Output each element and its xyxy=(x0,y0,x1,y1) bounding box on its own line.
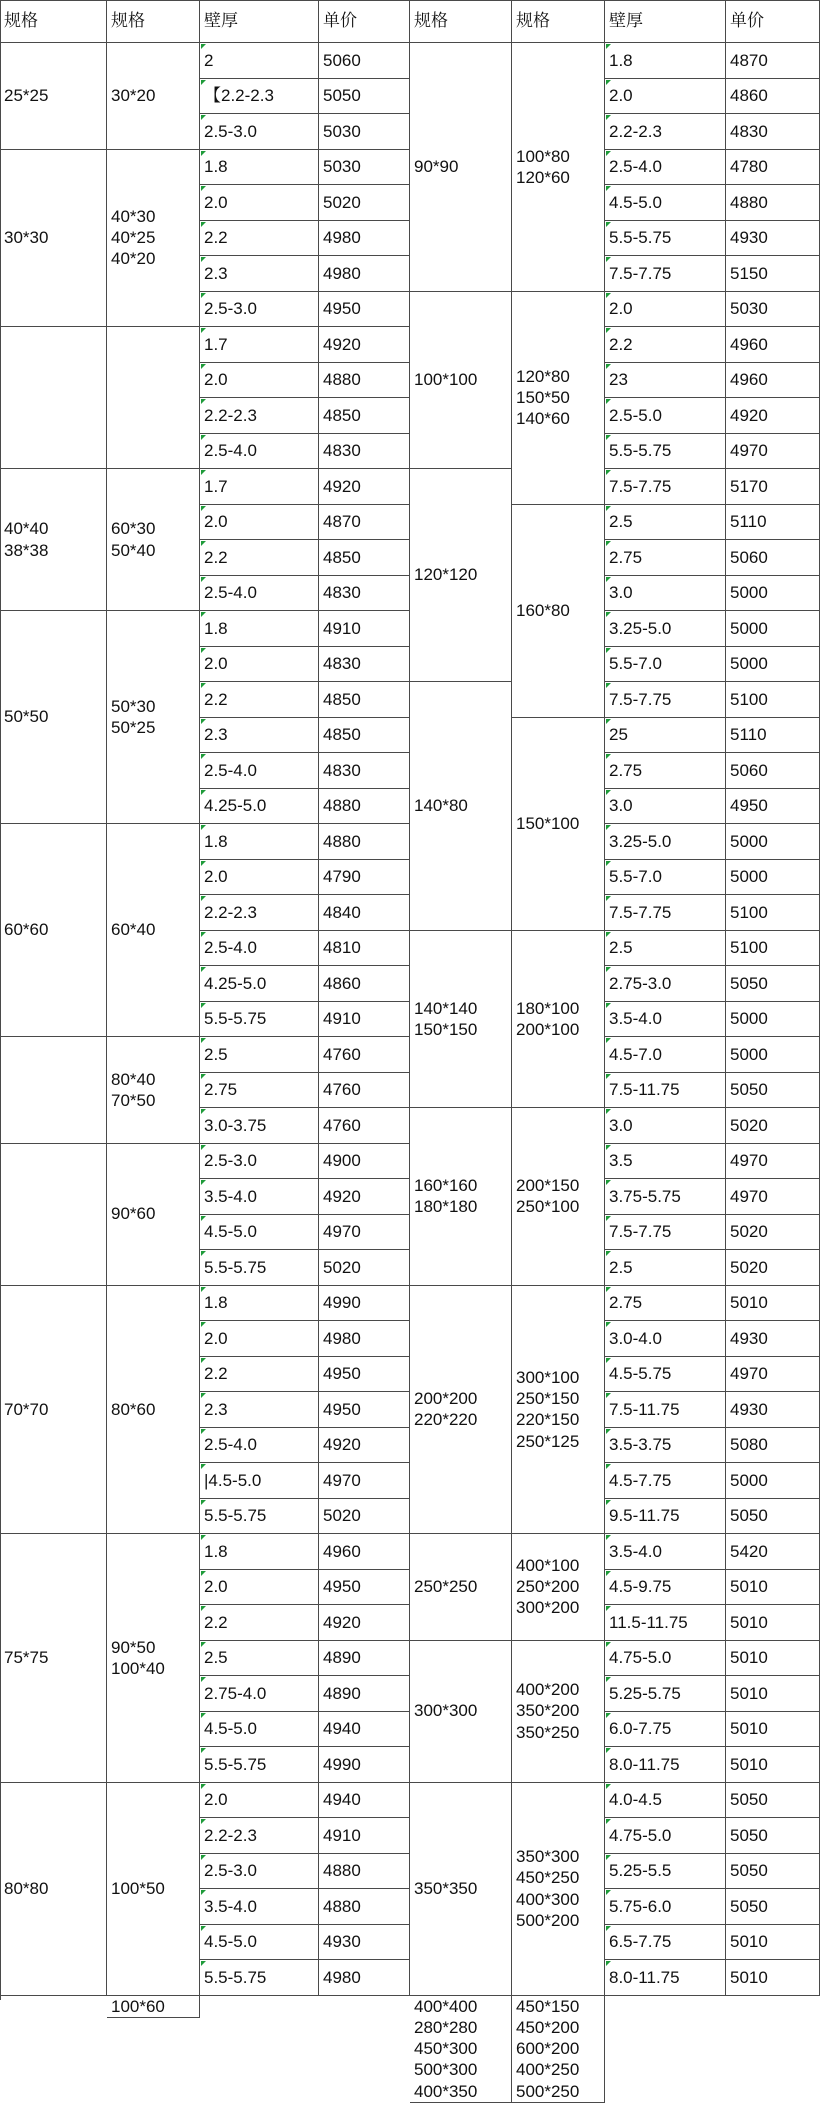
price-cell: 4810 xyxy=(319,931,410,967)
thickness-cell: 2.5-3.0 xyxy=(200,1854,319,1890)
spec-cell: 100*60 xyxy=(107,1996,200,2018)
price-cell: 5010 xyxy=(726,1925,820,1961)
thickness-cell: 4.5-5.0 xyxy=(200,1215,319,1251)
price-cell: 4950 xyxy=(319,1357,410,1393)
price-cell: 5050 xyxy=(726,1889,820,1925)
price-cell: 4880 xyxy=(319,789,410,825)
price-cell: 4830 xyxy=(319,576,410,612)
thickness-cell: 11.5-11.75 xyxy=(605,1605,726,1641)
price-cell: 5060 xyxy=(319,43,410,79)
price-cell: 4960 xyxy=(726,363,820,399)
price-cell: 4990 xyxy=(319,1747,410,1783)
price-cell: 5000 xyxy=(726,611,820,647)
thickness-cell: 2.2-2.3 xyxy=(200,1818,319,1854)
column-header: 壁厚 xyxy=(200,0,319,43)
spec-cell: 200*200 220*220 xyxy=(410,1286,512,1535)
thickness-cell: 4.5-5.0 xyxy=(605,185,726,221)
thickness-cell: 2.5-3.0 xyxy=(200,114,319,150)
price-cell: 5000 xyxy=(726,576,820,612)
spec-cell: 350*350 xyxy=(410,1783,512,1996)
price-cell: 5010 xyxy=(726,1641,820,1677)
thickness-cell: 7.5-7.75 xyxy=(605,469,726,505)
thickness-cell: 2.5-3.0 xyxy=(200,292,319,328)
price-cell: 5060 xyxy=(726,540,820,576)
price-cell: 5000 xyxy=(726,647,820,683)
spec-cell: 90*50 100*40 xyxy=(107,1534,200,1783)
price-cell: 4920 xyxy=(319,1179,410,1215)
price-cell: 4870 xyxy=(319,505,410,541)
thickness-cell: 3.5 xyxy=(605,1144,726,1180)
thickness-cell: 3.5-4.0 xyxy=(605,1002,726,1038)
price-cell: 5100 xyxy=(726,682,820,718)
thickness-cell: 9.5-11.75 xyxy=(605,1499,726,1535)
spec-cell: 120*120 xyxy=(410,469,512,682)
price-cell: 4830 xyxy=(726,114,820,150)
thickness-cell: 3.0 xyxy=(605,576,726,612)
thickness-cell: 4.5-5.0 xyxy=(200,1925,319,1961)
price-cell: 5020 xyxy=(726,1250,820,1286)
spec-cell: 60*30 50*40 xyxy=(107,469,200,611)
thickness-cell: 3.5-4.0 xyxy=(200,1179,319,1215)
thickness-cell: 23 xyxy=(605,363,726,399)
thickness-cell: 6.5-7.75 xyxy=(605,1925,726,1961)
thickness-cell: 4.5-7.0 xyxy=(605,1037,726,1073)
price-cell: 5020 xyxy=(726,1108,820,1144)
price-cell: 4920 xyxy=(726,398,820,434)
thickness-cell: 【2.2-2.3 xyxy=(200,79,319,115)
thickness-cell: 2.0 xyxy=(200,1570,319,1606)
thickness-cell: 5.25-5.75 xyxy=(605,1676,726,1712)
price-cell: 4980 xyxy=(319,1960,410,1996)
thickness-cell: 5.5-7.0 xyxy=(605,647,726,683)
column-header: 单价 xyxy=(726,0,820,43)
spec-cell: 400*100 250*200 300*200 xyxy=(512,1534,605,1641)
price-cell: 5010 xyxy=(726,1960,820,1996)
price-cell: 4850 xyxy=(319,540,410,576)
price-cell: 4760 xyxy=(319,1073,410,1109)
price-cell: 4970 xyxy=(319,1215,410,1251)
thickness-cell: 5.5-5.75 xyxy=(605,434,726,470)
price-cell: 5010 xyxy=(726,1570,820,1606)
column-header: 规格 xyxy=(512,0,605,43)
spec-cell: 50*50 xyxy=(0,611,107,824)
thickness-cell: 7.5-7.75 xyxy=(605,1215,726,1251)
price-cell: 4830 xyxy=(319,753,410,789)
thickness-cell: 4.5-7.75 xyxy=(605,1463,726,1499)
price-cell: 5050 xyxy=(319,79,410,115)
thickness-cell: 2.0 xyxy=(605,292,726,328)
price-cell: 4960 xyxy=(726,327,820,363)
spec-cell: 140*80 xyxy=(410,682,512,931)
price-cell: 4870 xyxy=(726,43,820,79)
thickness-cell: 2.2-2.3 xyxy=(200,398,319,434)
price-cell: 5020 xyxy=(319,1250,410,1286)
thickness-cell: 5.5-5.75 xyxy=(200,1250,319,1286)
thickness-cell: 5.25-5.5 xyxy=(605,1854,726,1890)
thickness-cell: 2.2-2.3 xyxy=(200,895,319,931)
price-cell: 4950 xyxy=(726,789,820,825)
price-cell: 5030 xyxy=(319,114,410,150)
spec-cell: 450*150 450*200 600*200 400*250 500*250 xyxy=(512,1996,605,2103)
spec-cell: 400*400 280*280 450*300 500*300 400*350 xyxy=(410,1996,512,2103)
price-cell: 4980 xyxy=(319,256,410,292)
price-cell: 5030 xyxy=(726,292,820,328)
thickness-cell: 2.0 xyxy=(605,79,726,115)
spec-cell: 30*30 xyxy=(0,150,107,328)
price-cell: 5050 xyxy=(726,1854,820,1890)
spec-cell: 150*100 xyxy=(512,718,605,931)
price-cell: 5150 xyxy=(726,256,820,292)
price-cell: 4980 xyxy=(319,1321,410,1357)
price-cell: 4960 xyxy=(319,1534,410,1570)
price-cell: 5010 xyxy=(726,1712,820,1748)
price-cell: 4850 xyxy=(319,398,410,434)
price-cell: 5030 xyxy=(319,150,410,186)
spec-cell: 60*60 xyxy=(0,824,107,1037)
price-cell: 5010 xyxy=(726,1605,820,1641)
thickness-cell: 7.5-7.75 xyxy=(605,895,726,931)
price-cell: 4860 xyxy=(319,966,410,1002)
price-cell: 4830 xyxy=(319,647,410,683)
price-cell: 4920 xyxy=(319,327,410,363)
price-cell: 4910 xyxy=(319,1002,410,1038)
thickness-cell: 2.2 xyxy=(200,1605,319,1641)
price-cell: 5050 xyxy=(726,1499,820,1535)
thickness-cell: 1.8 xyxy=(200,1534,319,1570)
price-cell: 4970 xyxy=(726,1179,820,1215)
thickness-cell: 8.0-11.75 xyxy=(605,1960,726,1996)
thickness-cell: |4.5-5.0 xyxy=(200,1463,319,1499)
thickness-cell: 4.5-9.75 xyxy=(605,1570,726,1606)
price-cell: 4830 xyxy=(319,434,410,470)
thickness-cell: 1.7 xyxy=(200,327,319,363)
price-cell: 4920 xyxy=(319,469,410,505)
thickness-cell: 7.5-11.75 xyxy=(605,1073,726,1109)
spec-cell xyxy=(0,327,107,469)
thickness-cell: 3.5-3.75 xyxy=(605,1428,726,1464)
price-cell: 5000 xyxy=(726,1463,820,1499)
spec-cell: 250*250 xyxy=(410,1534,512,1641)
spec-cell: 160*80 xyxy=(512,505,605,718)
thickness-cell: 2.75-4.0 xyxy=(200,1676,319,1712)
price-cell: 4950 xyxy=(319,292,410,328)
thickness-cell: 25 xyxy=(605,718,726,754)
column-header: 规格 xyxy=(107,0,200,43)
price-cell: 4970 xyxy=(726,434,820,470)
price-cell: 5060 xyxy=(726,753,820,789)
spec-cell: 80*80 xyxy=(0,1783,107,1996)
spec-cell: 90*90 xyxy=(410,43,512,292)
spec-cell: 30*20 xyxy=(107,43,200,150)
thickness-cell: 2.0 xyxy=(200,185,319,221)
thickness-cell: 2.2 xyxy=(200,1357,319,1393)
thickness-cell: 2.0 xyxy=(200,860,319,896)
thickness-cell: 2.5-4.0 xyxy=(200,753,319,789)
price-cell: 4850 xyxy=(319,682,410,718)
thickness-cell: 4.25-5.0 xyxy=(200,966,319,1002)
thickness-cell: 1.8 xyxy=(605,43,726,79)
spec-cell: 400*200 350*200 350*250 xyxy=(512,1641,605,1783)
price-cell: 4930 xyxy=(319,1925,410,1961)
thickness-cell: 6.0-7.75 xyxy=(605,1712,726,1748)
thickness-cell: 2.75 xyxy=(605,753,726,789)
spec-cell: 100*80 120*60 xyxy=(512,43,605,292)
spec-cell: 90*60 xyxy=(107,1144,200,1286)
price-cell: 4920 xyxy=(319,1605,410,1641)
thickness-cell: 4.0-4.5 xyxy=(605,1783,726,1819)
price-cell: 4880 xyxy=(726,185,820,221)
price-cell: 5420 xyxy=(726,1534,820,1570)
price-cell: 5170 xyxy=(726,469,820,505)
price-cell: 4780 xyxy=(726,150,820,186)
thickness-cell: 2.2-2.3 xyxy=(605,114,726,150)
price-cell: 5010 xyxy=(726,1286,820,1322)
spec-cell: 140*140 150*150 xyxy=(410,931,512,1109)
thickness-cell: 2.75 xyxy=(200,1073,319,1109)
price-cell: 4950 xyxy=(319,1570,410,1606)
price-cell: 4900 xyxy=(319,1144,410,1180)
price-cell: 5010 xyxy=(726,1676,820,1712)
price-cell: 4930 xyxy=(726,1392,820,1428)
thickness-cell: 2.2 xyxy=(200,221,319,257)
thickness-cell: 3.0 xyxy=(605,789,726,825)
price-cell: 5000 xyxy=(726,824,820,860)
thickness-cell: 2.5-3.0 xyxy=(200,1144,319,1180)
thickness-cell: 3.25-5.0 xyxy=(605,611,726,647)
price-cell: 5050 xyxy=(726,966,820,1002)
price-cell: 4920 xyxy=(319,1428,410,1464)
thickness-cell: 1.8 xyxy=(200,824,319,860)
spec-cell xyxy=(107,327,200,469)
price-cell: 4940 xyxy=(319,1783,410,1819)
thickness-cell: 2.5-4.0 xyxy=(200,434,319,470)
thickness-cell: 3.0-3.75 xyxy=(200,1108,319,1144)
thickness-cell: 3.0-4.0 xyxy=(605,1321,726,1357)
price-cell: 4990 xyxy=(319,1286,410,1322)
spec-cell: 180*100 200*100 xyxy=(512,931,605,1109)
price-cell: 5020 xyxy=(726,1215,820,1251)
thickness-cell: 5.5-5.75 xyxy=(200,1747,319,1783)
price-cell: 5000 xyxy=(726,860,820,896)
spec-cell: 80*40 70*50 xyxy=(107,1037,200,1144)
thickness-cell: 2.5-4.0 xyxy=(605,150,726,186)
thickness-cell: 2.5-4.0 xyxy=(200,1428,319,1464)
thickness-cell: 2.75-3.0 xyxy=(605,966,726,1002)
price-cell: 4760 xyxy=(319,1037,410,1073)
thickness-cell: 4.5-5.0 xyxy=(200,1712,319,1748)
spec-cell: 50*30 50*25 xyxy=(107,611,200,824)
thickness-cell: 2.2 xyxy=(200,682,319,718)
spec-cell: 100*100 xyxy=(410,292,512,470)
thickness-cell: 3.25-5.0 xyxy=(605,824,726,860)
thickness-cell: 2.3 xyxy=(200,256,319,292)
column-header: 壁厚 xyxy=(605,0,726,43)
column-header: 单价 xyxy=(319,0,410,43)
spec-cell: 40*40 38*38 xyxy=(0,469,107,611)
thickness-cell: 2.2 xyxy=(200,540,319,576)
price-cell: 4890 xyxy=(319,1641,410,1677)
price-cell: 4880 xyxy=(319,363,410,399)
thickness-cell: 2.5 xyxy=(605,1250,726,1286)
thickness-cell: 4.5-5.75 xyxy=(605,1357,726,1393)
price-cell: 4860 xyxy=(726,79,820,115)
spec-cell: 75*75 xyxy=(0,1534,107,1783)
price-cell: 4930 xyxy=(726,1321,820,1357)
spec-cell: 80*60 xyxy=(107,1286,200,1535)
thickness-cell: 2.5-4.0 xyxy=(200,931,319,967)
thickness-cell: 2.0 xyxy=(200,1321,319,1357)
price-cell: 4760 xyxy=(319,1108,410,1144)
price-cell: 4930 xyxy=(726,221,820,257)
price-cell: 4980 xyxy=(319,221,410,257)
thickness-cell: 7.5-11.75 xyxy=(605,1392,726,1428)
thickness-cell: 2.5-5.0 xyxy=(605,398,726,434)
thickness-cell: 2.5 xyxy=(200,1037,319,1073)
price-cell: 4940 xyxy=(319,1712,410,1748)
price-cell: 5110 xyxy=(726,718,820,754)
price-cell: 4790 xyxy=(319,860,410,896)
price-cell: 5020 xyxy=(319,185,410,221)
spec-cell xyxy=(0,1144,107,1286)
thickness-cell: 2.0 xyxy=(200,647,319,683)
thickness-cell: 4.25-5.0 xyxy=(200,789,319,825)
price-cell: 5020 xyxy=(319,1499,410,1535)
thickness-cell: 2.3 xyxy=(200,1392,319,1428)
thickness-cell: 1.8 xyxy=(200,1286,319,1322)
price-cell: 4970 xyxy=(726,1357,820,1393)
price-cell: 5080 xyxy=(726,1428,820,1464)
thickness-cell: 2.5 xyxy=(605,931,726,967)
thickness-cell: 3.5-4.0 xyxy=(605,1534,726,1570)
price-cell: 5010 xyxy=(726,1747,820,1783)
thickness-cell: 2.0 xyxy=(200,505,319,541)
thickness-cell: 2.75 xyxy=(605,540,726,576)
thickness-cell: 2.5-4.0 xyxy=(200,576,319,612)
spec-cell: 60*40 xyxy=(107,824,200,1037)
spec-cell: 300*100 250*150 220*150 250*125 xyxy=(512,1286,605,1535)
spec-cell: 300*300 xyxy=(410,1641,512,1783)
thickness-cell: 8.0-11.75 xyxy=(605,1747,726,1783)
spec-cell: 350*300 450*250 400*300 500*200 xyxy=(512,1783,605,1996)
spec-cell: 70*70 xyxy=(0,1286,107,1535)
spec-cell: 40*30 40*25 40*20 xyxy=(107,150,200,328)
price-cell: 4850 xyxy=(319,718,410,754)
column-header: 规格 xyxy=(0,0,107,43)
thickness-cell: 2.3 xyxy=(200,718,319,754)
price-cell: 5050 xyxy=(726,1818,820,1854)
spec-cell xyxy=(0,1037,107,1144)
price-cell: 4880 xyxy=(319,824,410,860)
price-cell: 4910 xyxy=(319,1818,410,1854)
thickness-cell: 1.8 xyxy=(200,611,319,647)
thickness-cell: 4.75-5.0 xyxy=(605,1818,726,1854)
price-cell: 5050 xyxy=(726,1783,820,1819)
price-cell: 4840 xyxy=(319,895,410,931)
price-cell: 4950 xyxy=(319,1392,410,1428)
thickness-cell: 5.5-7.0 xyxy=(605,860,726,896)
price-cell: 4970 xyxy=(319,1463,410,1499)
price-cell: 4880 xyxy=(319,1854,410,1890)
price-cell: 5050 xyxy=(726,1073,820,1109)
thickness-cell: 2.5 xyxy=(605,505,726,541)
price-cell: 5000 xyxy=(726,1037,820,1073)
thickness-cell: 5.5-5.75 xyxy=(200,1960,319,1996)
thickness-cell: 2 xyxy=(200,43,319,79)
thickness-cell: 5.75-6.0 xyxy=(605,1889,726,1925)
price-cell: 4880 xyxy=(319,1889,410,1925)
price-cell: 5110 xyxy=(726,505,820,541)
thickness-cell: 7.5-7.75 xyxy=(605,256,726,292)
price-cell: 4970 xyxy=(726,1144,820,1180)
thickness-cell: 7.5-7.75 xyxy=(605,682,726,718)
thickness-cell: 5.5-5.75 xyxy=(200,1499,319,1535)
spec-cell: 160*160 180*180 xyxy=(410,1108,512,1286)
spec-cell: 120*80 150*50 140*60 xyxy=(512,292,605,505)
price-cell: 5000 xyxy=(726,1002,820,1038)
spec-cell: 200*150 250*100 xyxy=(512,1108,605,1286)
thickness-cell: 1.7 xyxy=(200,469,319,505)
thickness-cell: 2.2 xyxy=(605,327,726,363)
thickness-cell: 2.5 xyxy=(200,1641,319,1677)
thickness-cell: 3.5-4.0 xyxy=(200,1889,319,1925)
thickness-cell: 2.0 xyxy=(200,1783,319,1819)
column-header: 规格 xyxy=(410,0,512,43)
price-cell: 4890 xyxy=(319,1676,410,1712)
spec-cell: 100*50 xyxy=(107,1783,200,1996)
thickness-cell: 4.75-5.0 xyxy=(605,1641,726,1677)
thickness-cell: 3.0 xyxy=(605,1108,726,1144)
thickness-cell: 2.0 xyxy=(200,363,319,399)
thickness-cell: 2.75 xyxy=(605,1286,726,1322)
price-cell: 4910 xyxy=(319,611,410,647)
thickness-cell: 1.8 xyxy=(200,150,319,186)
thickness-cell: 3.75-5.75 xyxy=(605,1179,726,1215)
thickness-cell: 5.5-5.75 xyxy=(605,221,726,257)
spec-cell: 25*25 xyxy=(0,43,107,150)
price-cell: 5100 xyxy=(726,931,820,967)
thickness-cell: 5.5-5.75 xyxy=(200,1002,319,1038)
price-cell: 5100 xyxy=(726,895,820,931)
